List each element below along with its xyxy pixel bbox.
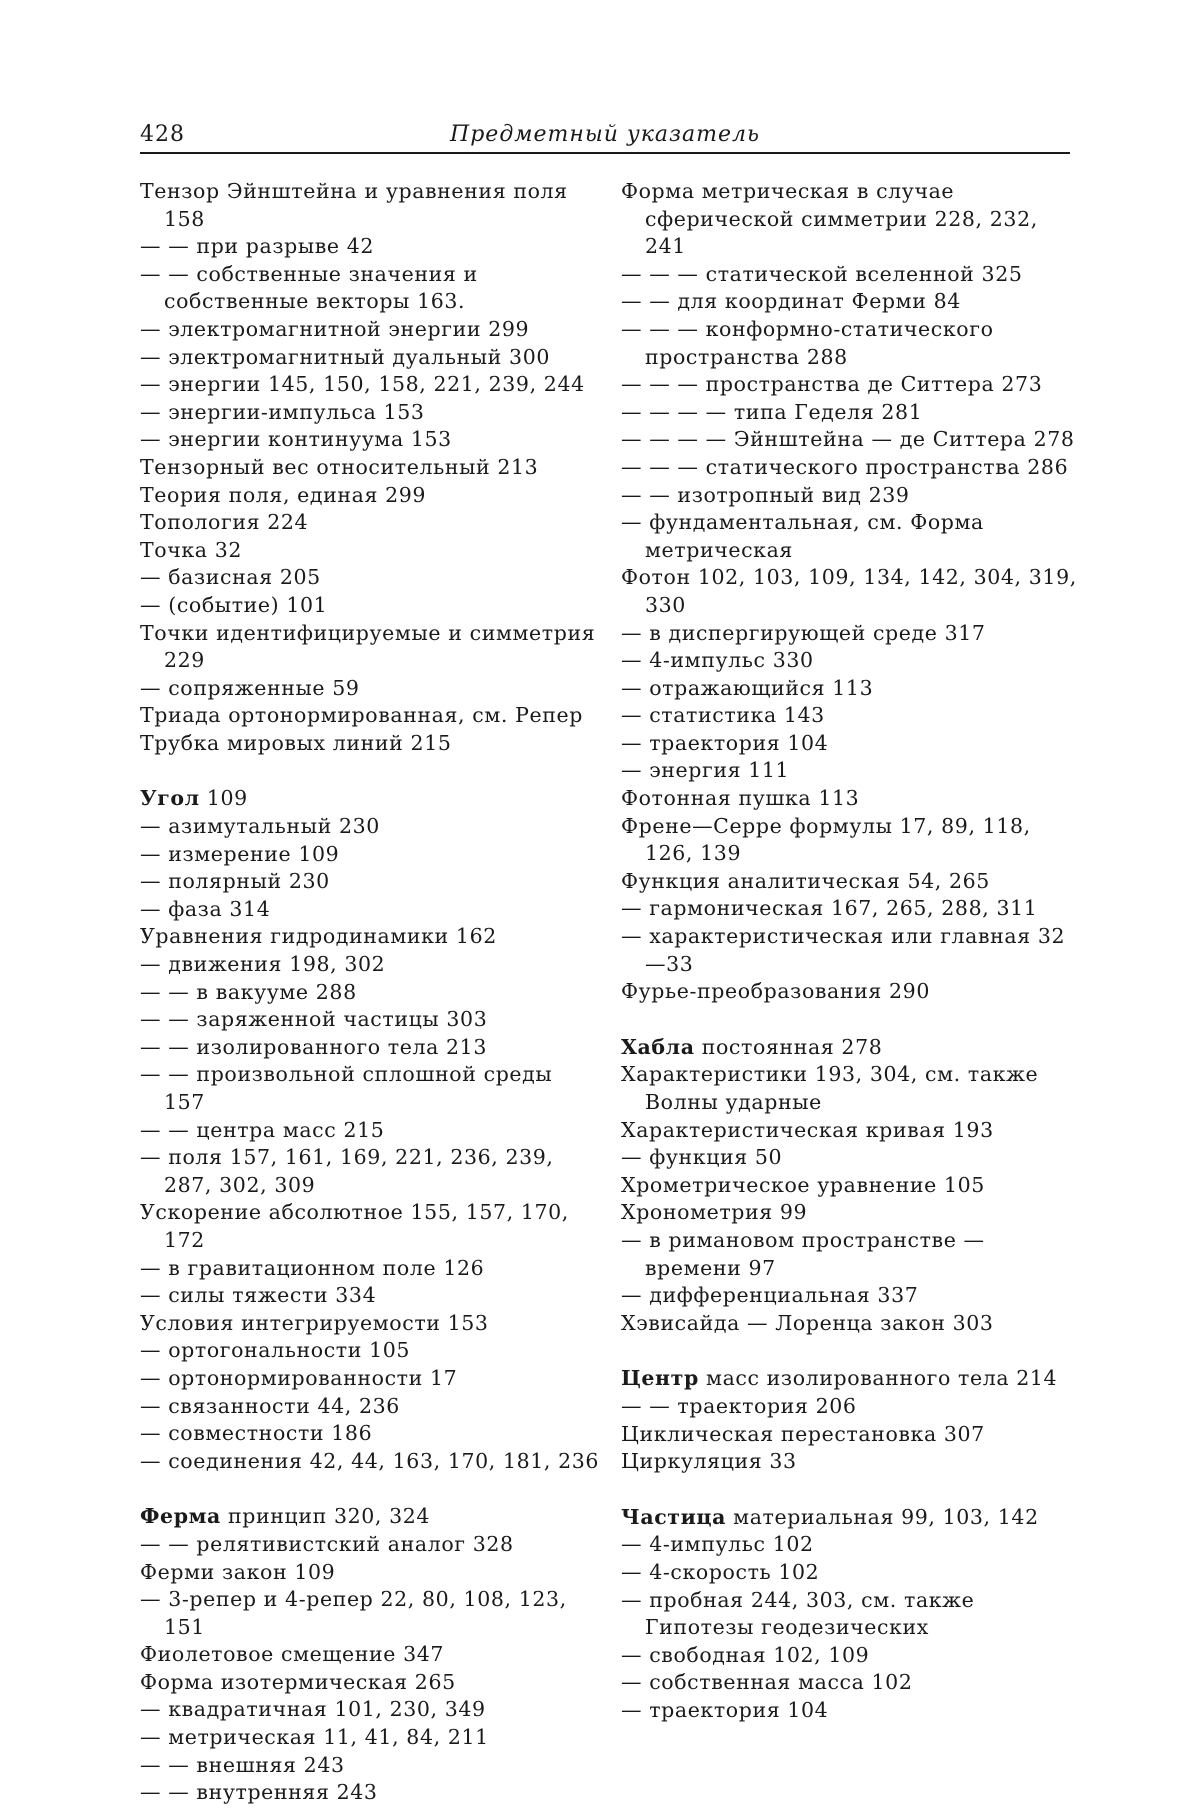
letter-section-head: Угол <box>140 786 200 811</box>
index-entry: Фотон 102, 103, 109, 134, 142, 304, 319, 330 <box>621 565 1077 617</box>
letter-section-head: Хабла <box>621 1034 695 1059</box>
index-entry: — — — конформно-статического пространства 288 <box>621 316 994 369</box>
index-entry: Центр масс изолированного тела 214 <box>621 1366 1058 1391</box>
index-entry: Топология 224 <box>140 510 309 535</box>
index-entry: — — для координат Ферми 84 <box>621 289 961 314</box>
index-entry: — фаза 314 <box>140 896 271 921</box>
letter-section-head: Ферма <box>140 1504 221 1529</box>
index-entry: — функция 50 <box>621 1145 783 1170</box>
index-entry: Хабла постоянная 278 <box>621 1034 883 1059</box>
index-entry: Триада ортонормированная, см. Репер <box>140 703 583 728</box>
index-entry: Фотонная пушка 113 <box>621 786 860 811</box>
index-entry: Ферми закон 109 <box>140 1559 336 1584</box>
index-entry: — сопряженные 59 <box>140 675 360 700</box>
index-entry: — — произвольной сплошной среды 157 <box>140 1062 553 1114</box>
index-entry: — пробная 244, 303, см. также Гипотезы геодезических <box>621 1587 975 1640</box>
index-entry: — в диспергирующей среде 317 <box>621 620 986 645</box>
index-entry: Ускорение абсолютное 155, 157, 170, 172 <box>140 1200 569 1252</box>
index-entry: Точки идентифицируемые и симметрия 229 <box>140 620 596 673</box>
index-entry: Условия интегрируемости 153 <box>140 1310 489 1335</box>
index-entry: — 4-импульс 102 <box>621 1532 814 1557</box>
index-entry: — поля 157, 161, 169, 221, 236, 239, 287, 302, 309 <box>140 1145 554 1197</box>
index-entry: Фурье-преобразования 290 <box>621 979 930 1004</box>
index-entry: — — — пространства де Ситтера 273 <box>621 372 1043 397</box>
index-entry: — — при разрыве 42 <box>140 234 375 259</box>
index-entry: Циклическая перестановка 307 <box>621 1421 985 1446</box>
index-entry: — 4-скорость 102 <box>621 1559 820 1584</box>
letter-section-head: Центр <box>621 1366 699 1391</box>
index-entry: — характеристическая или главная 32—33 <box>621 924 1066 976</box>
index-entry: — — — — Эйнштейна — де Ситтера 278 <box>621 427 1075 452</box>
index-entry: — — изолированного тела 213 <box>140 1034 487 1059</box>
index-column-left <box>140 178 600 1807</box>
index-entry: Хрометрическое уравнение 105 <box>621 1172 985 1197</box>
index-entry: Теория поля, единая 299 <box>140 482 427 507</box>
index-entry: — — внутренняя 243 <box>140 1780 378 1805</box>
index-entry: — энергии 145, 150, 158, 221, 239, 244 <box>140 372 585 397</box>
index-entry: Циркуляция 33 <box>621 1449 797 1474</box>
index-entry: Угол 109 <box>140 786 248 811</box>
index-entry: — движения 198, 302 <box>140 952 386 977</box>
index-entry: Ферма принцип 320, 324 <box>140 1504 431 1529</box>
index-entry: — — изотропный вид 239 <box>621 482 910 507</box>
index-entry: Уравнения гидродинамики 162 <box>140 924 497 949</box>
index-entry: Точка 32 <box>140 537 243 562</box>
index-entry: — гармоническая 167, 265, 288, 311 <box>621 896 1038 921</box>
index-entry: — базисная 205 <box>140 565 321 590</box>
index-entry: — траектория 104 <box>621 730 829 755</box>
index-entry: — измерение 109 <box>140 841 340 866</box>
index-entry: — энергии-импульса 153 <box>140 399 425 424</box>
index-entry: — — собственные значения и собственные векторы 163. <box>140 261 478 314</box>
index-entry: — метрическая 11, 41, 84, 211 <box>140 1725 489 1750</box>
index-column-right <box>621 178 1081 1724</box>
index-entry: — — центра масс 215 <box>140 1117 385 1142</box>
index-entry: Функция аналитическая 54, 265 <box>621 868 990 893</box>
index-entry: Характеристическая кривая 193 <box>621 1117 994 1142</box>
index-entry: — — — статической вселенной 325 <box>621 261 1023 286</box>
index-entry: — электромагнитной энергии 299 <box>140 316 530 341</box>
index-entry: — ортонормированности 17 <box>140 1365 458 1390</box>
index-entry: — — внешняя 243 <box>140 1752 345 1777</box>
page-number: 428 <box>140 122 185 147</box>
index-entry: — электромагнитный дуальный 300 <box>140 344 550 369</box>
index-entry: — 4-импульс 330 <box>621 648 814 673</box>
index-entry: — дифференциальная 337 <box>621 1283 919 1308</box>
index-entry: — совместности 186 <box>140 1421 373 1446</box>
index-entry: Френе—Серре формулы 17, 89, 118, 126, 139 <box>621 813 1031 866</box>
index-entry: — — в вакууме 288 <box>140 979 357 1004</box>
index-entry: Хэвисайда — Лоренца закон 303 <box>621 1310 994 1335</box>
letter-section-head: Частица <box>621 1504 727 1529</box>
index-entry: Хронометрия 99 <box>621 1200 808 1225</box>
index-entry: — — заряженной частицы 303 <box>140 1007 488 1032</box>
page-header <box>140 122 1070 154</box>
index-entry: — фундаментальная, см. Форма метрическая <box>621 510 984 562</box>
index-entry: — отражающийся 113 <box>621 675 874 700</box>
index-entry: — статистика 143 <box>621 703 825 728</box>
index-entry: Тензорный вес относительный 213 <box>140 454 539 479</box>
running-title: Предметный указатель <box>450 122 760 147</box>
index-entry: Тензор Эйнштейна и уравнения поля 158 <box>140 179 568 231</box>
index-entry: — в римановом пространстве — времени 97 <box>621 1227 985 1280</box>
index-entry: — азимутальный 230 <box>140 814 380 839</box>
index-entry: — — — — типа Геделя 281 <box>621 399 923 424</box>
index-entry: — 3-репер и 4-репер 22, 80, 108, 123, 151 <box>140 1587 567 1639</box>
index-entry: — — — статического пространства 286 <box>621 454 1069 479</box>
index-entry: Трубка мировых линий 215 <box>140 730 452 755</box>
index-entry: — собственная масса 102 <box>621 1670 913 1695</box>
index-entry: Частица материальная 99, 103, 142 <box>621 1504 1039 1529</box>
index-entry: Форма изотермическая 265 <box>140 1669 456 1694</box>
index-entry: — свободная 102, 109 <box>621 1642 870 1667</box>
index-entry: — энергия 111 <box>621 758 790 783</box>
index-entry: — связанности 44, 236 <box>140 1393 400 1418</box>
index-entry: Характеристики 193, 304, см. также Волны ударные <box>621 1062 1039 1114</box>
index-entry: — полярный 230 <box>140 869 330 894</box>
index-entry: — квадратичная 101, 230, 349 <box>140 1697 486 1722</box>
index-entry: — — релятивистский аналог 328 <box>140 1531 514 1556</box>
index-entry: — траектория 104 <box>621 1697 829 1722</box>
index-entry: — — траектория 206 <box>621 1393 857 1418</box>
index-entry: — в гравитационном поле 126 <box>140 1255 485 1280</box>
index-entry: — энергии континуума 153 <box>140 427 452 452</box>
index-entry: Форма метрическая в случае сферической симметрии 228, 232, 241 <box>621 179 1038 259</box>
index-entry: — (событие) 101 <box>140 592 328 617</box>
index-entry: — силы тяжести 334 <box>140 1283 377 1308</box>
index-entry: Фиолетовое смещение 347 <box>140 1642 445 1667</box>
index-entry: — ортогональности 105 <box>140 1338 411 1363</box>
index-entry: — соединения 42, 44, 163, 170, 181, 236 <box>140 1448 600 1473</box>
